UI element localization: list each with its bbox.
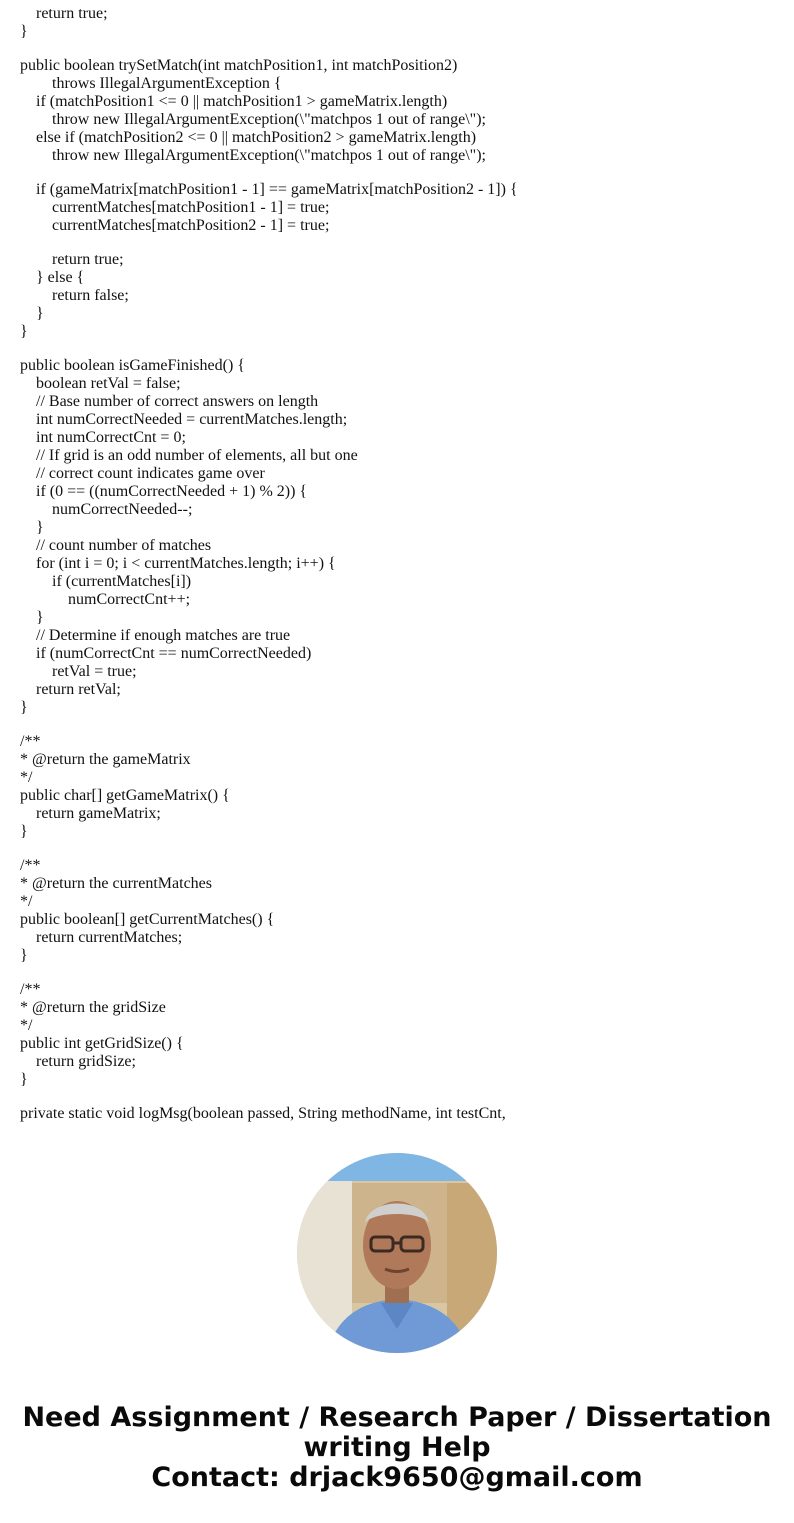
code-line: /** [20, 981, 41, 998]
code-line: } [20, 519, 44, 536]
code-line: if (currentMatches[i]) [20, 573, 192, 590]
code-line: } [20, 23, 28, 40]
code-line: // If grid is an odd number of elements, all but one [20, 447, 358, 464]
code-line: * @return the gameMatrix [20, 751, 191, 768]
code-line: */ [20, 893, 33, 910]
code-line: return gridSize; [20, 1053, 136, 1070]
code-line: throws IllegalArgumentException { [20, 75, 282, 92]
code-line: } [20, 323, 28, 340]
code-line: retVal = true; [20, 663, 137, 680]
code-line: boolean retVal = false; [20, 375, 181, 392]
code-line: if (numCorrectCnt == numCorrectNeeded) [20, 645, 312, 662]
code-line: return gameMatrix; [20, 805, 161, 822]
code-line: } [20, 823, 28, 840]
code-listing [20, 5, 780, 1123]
code-line: } [20, 305, 44, 322]
code-line: return retVal; [20, 681, 121, 698]
code-line: /** [20, 857, 41, 874]
code-line [20, 717, 780, 733]
promo-line-2: writing Help [303, 1432, 491, 1463]
code-line: * @return the gridSize [20, 999, 166, 1016]
code-line: for (int i = 0; i < currentMatches.length; i++) { [20, 555, 336, 572]
code-line: return false; [20, 287, 129, 304]
code-line [20, 341, 780, 357]
code-line: public boolean[] getCurrentMatches() { [20, 911, 275, 928]
code-line: int numCorrectCnt = 0; [20, 429, 186, 446]
code-line: return currentMatches; [20, 929, 183, 946]
code-line: private static void logMsg(boolean passed, String methodName, int testCnt, [20, 1105, 506, 1122]
promo-banner [0, 1403, 794, 1493]
code-line: // Determine if enough matches are true [20, 627, 291, 644]
promo-line-3: Contact: drjack9650@gmail.com [151, 1462, 643, 1493]
code-line: numCorrectNeeded--; [20, 501, 193, 518]
code-line: // correct count indicates game over [20, 465, 265, 482]
code-line [20, 235, 780, 251]
code-line [20, 1089, 780, 1105]
avatar-photo [297, 1153, 497, 1353]
code-line [20, 841, 780, 857]
code-line: return true; [20, 251, 124, 268]
code-line: } [20, 699, 28, 716]
code-line [20, 41, 780, 57]
code-line [20, 165, 780, 181]
code-line: int numCorrectNeeded = currentMatches.length; [20, 411, 348, 428]
code-line: /** [20, 733, 41, 750]
code-line [20, 965, 780, 981]
code-line: numCorrectCnt++; [20, 591, 191, 608]
code-line: */ [20, 1017, 33, 1034]
code-line: // Base number of correct answers on length [20, 393, 319, 410]
code-line: // count number of matches [20, 537, 212, 554]
code-line: public int getGridSize() { [20, 1035, 184, 1052]
code-line: if (0 == ((numCorrectNeeded + 1) % 2)) { [20, 483, 308, 500]
code-line: } [20, 1071, 28, 1088]
code-line: } [20, 609, 44, 626]
code-line: currentMatches[matchPosition1 - 1] = true; [20, 199, 330, 216]
code-line: throw new IllegalArgumentException(\"matchpos 1 out of range\"); [20, 111, 486, 128]
code-line: else if (matchPosition2 <= 0 || matchPosition2 > gameMatrix.length) [20, 129, 477, 146]
code-line: public boolean isGameFinished() { [20, 357, 245, 374]
code-line: if (matchPosition1 <= 0 || matchPosition1 > gameMatrix.length) [20, 93, 448, 110]
code-line: currentMatches[matchPosition2 - 1] = true; [20, 217, 330, 234]
code-line: throw new IllegalArgumentException(\"matchpos 1 out of range\"); [20, 147, 486, 164]
code-line: */ [20, 769, 33, 786]
code-line: } else { [20, 269, 85, 286]
code-line: if (gameMatrix[matchPosition1 - 1] == gameMatrix[matchPosition2 - 1]) { [20, 181, 518, 198]
code-line: return true; [20, 5, 108, 22]
author-avatar [297, 1153, 497, 1353]
code-line: public char[] getGameMatrix() { [20, 787, 230, 804]
code-line: public boolean trySetMatch(int matchPosition1, int matchPosition2) [20, 57, 458, 74]
code-line: } [20, 947, 28, 964]
promo-line-1: Need Assignment / Research Paper / Dissertation [22, 1402, 772, 1433]
code-line: * @return the currentMatches [20, 875, 212, 892]
